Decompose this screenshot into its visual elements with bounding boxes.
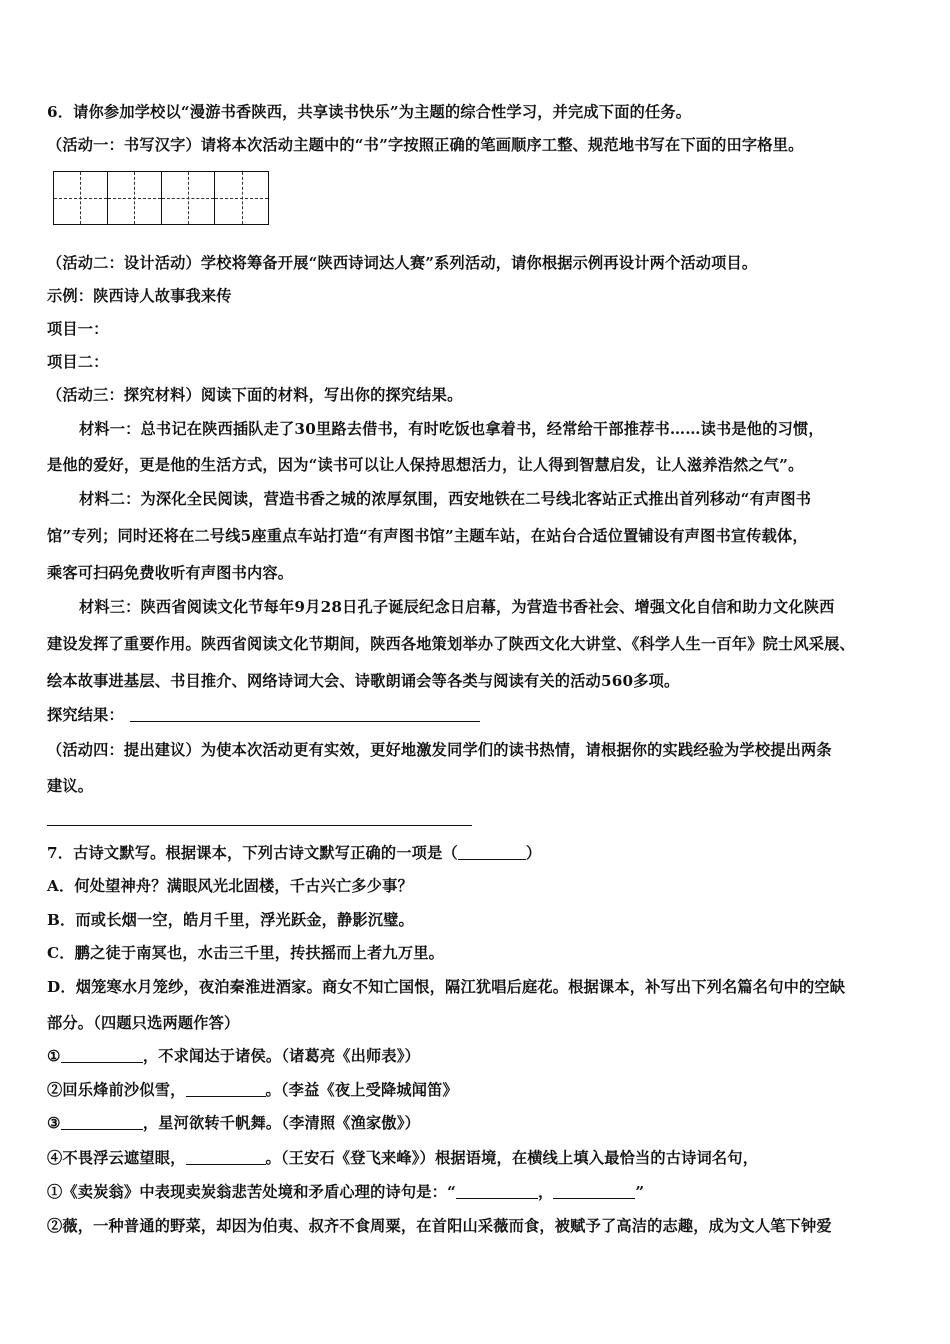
material1-line2: 是他的爱好，更是他的生活方式，因为“读书可以让人保持思想活力，让人得到智慧启发，让人滋养浩然之气”。 bbox=[47, 456, 804, 474]
fill-item-1 bbox=[47, 1046, 420, 1066]
q6-intro: 6．请你参加学校以“漫游书香陕西，共享读书快乐”为主题的综合性学习，并完成下面的任务。 bbox=[47, 103, 692, 121]
context-item-2: ②薇，一种普通的野菜，却因为伯夷、叔齐不食周粟，在首阳山采薇而食，被赋予了高洁的志趣，成为文人笔下钟爱 bbox=[47, 1217, 832, 1235]
q6-activity2: （活动二：设计活动）学校将筹备开展“陕西诗词达人赛”系列活动，请你根据示例再设计两个活动项目。 bbox=[47, 254, 758, 272]
q6-activity4-line1: （活动四：提出建议）为使本次活动更有实效，更好地激发同学们的读书热情，请根据你的实践经验为学校提出两条 bbox=[47, 741, 832, 759]
fill-item-2 bbox=[47, 1080, 458, 1100]
context-item-1-text: ①《卖炭翁》中表现卖炭翁悲苦处境和矛盾心理的诗句是：“ bbox=[47, 1183, 457, 1201]
fill-item-4-source: 。（王安石《登飞来峰》）根据语境，在横线上填入最恰当的古诗词名句， bbox=[265, 1149, 759, 1167]
material2-line1: 材料二：为深化全民阅读，营造书香之城的浓厚氛围，西安地铁在二号线北客站正式推出首列移动“有声图书 bbox=[79, 490, 812, 508]
fill-item-2-text: ②回乐烽前沙似雪， bbox=[47, 1081, 186, 1099]
tianzige-cell[interactable] bbox=[215, 172, 268, 224]
tianzige-cell[interactable] bbox=[54, 172, 108, 224]
fill-item-1-num: ① bbox=[47, 1047, 61, 1065]
q7-option-d-line1: D．烟笼寒水月笼纱，夜泊秦淮进酒家。商女不知亡国恨，隔江犹唱后庭花。根据课本，补写出下列名篇名句中的空缺 bbox=[47, 978, 846, 996]
context-item-1 bbox=[47, 1182, 644, 1202]
q7-option-b: B．而或长烟一空，皓月千里，浮光跃金，静影沉璧。 bbox=[47, 911, 414, 929]
material1-line1: 材料一：总书记在陕西插队走了30里路去借书，有时吃饭也拿着书，经常给干部推荐书……读书是他的习惯， bbox=[79, 420, 824, 438]
context-item-1-comma: ， bbox=[538, 1183, 554, 1201]
fill-item-3 bbox=[47, 1113, 420, 1133]
q7-option-a: A．何处望神舟？满眼风光北固楼，千古兴亡多少事？ bbox=[47, 877, 413, 895]
q6-activity3: （活动三：探究材料）阅读下面的材料，写出你的探究结果。 bbox=[47, 386, 463, 404]
q6-activity1: （活动一：书写汉字）请将本次活动主题中的“书”字按照正确的笔画顺序工整、规范地书写在下面的田字格里。 bbox=[47, 136, 804, 154]
q7-stem-close: ） bbox=[525, 844, 542, 862]
fill-blank-3[interactable] bbox=[61, 1115, 143, 1130]
q7-answer-blank[interactable] bbox=[458, 845, 526, 860]
fill-blank-2[interactable] bbox=[186, 1082, 266, 1097]
fill-blank-4[interactable] bbox=[186, 1150, 266, 1165]
q6-item2: 项目二： bbox=[47, 353, 109, 371]
q7-option-d-line2: 部分。（四题只选两题作答） bbox=[47, 1014, 240, 1032]
q6-item1: 项目一： bbox=[47, 320, 109, 338]
fill-item-4-text: ④不畏浮云遮望眼， bbox=[47, 1149, 186, 1167]
fill-item-4 bbox=[47, 1148, 758, 1168]
material2-line3: 乘客可扫码免费收听有声图书内容。 bbox=[47, 564, 294, 582]
context-blank-1[interactable] bbox=[456, 1184, 538, 1199]
fill-item-3-text: ，星河欲转千帆舞。（李清照《渔家傲》） bbox=[142, 1114, 420, 1132]
material2-line2: 馆”专列；同时还将在二号线5座重点车站打造“有声图书馆”主题车站，在站台合适位置铺设有声图书宣传载体， bbox=[47, 527, 808, 545]
context-blank-2[interactable] bbox=[553, 1184, 635, 1199]
q6-activity4-line2: 建议。 bbox=[47, 777, 94, 795]
result-label: 探究结果： bbox=[47, 706, 124, 724]
material3-line2: 建设发挥了重要作用。陕西省阅读文化节期间，陕西各地策划举办了陕西文化大讲堂、《科学人生一百年》院士风采展、 bbox=[47, 635, 855, 653]
q6-example: 示例：陕西诗人故事我来传 bbox=[47, 287, 232, 305]
fill-item-3-num: ③ bbox=[47, 1114, 61, 1132]
tianzige-cell[interactable] bbox=[162, 172, 216, 224]
result-answer-line[interactable] bbox=[130, 721, 480, 722]
fill-item-2-source: 。（李益《夜上受降城闻笛》 bbox=[265, 1081, 458, 1099]
tianzige-grid[interactable] bbox=[53, 171, 269, 225]
suggestion-answer-line[interactable] bbox=[47, 825, 472, 826]
context-item-1-close: ” bbox=[635, 1183, 645, 1201]
q7-stem bbox=[47, 843, 541, 863]
q7-option-c: C．鹏之徒于南冥也，水击三千里，抟扶摇而上者九万里。 bbox=[47, 944, 444, 962]
fill-blank-1[interactable] bbox=[61, 1048, 143, 1063]
q7-stem-text: 7．古诗文默写。根据课本，下列古诗文默写正确的一项是（ bbox=[47, 844, 458, 862]
material3-line3: 绘本故事进基层、书目推介、网络诗词大会、诗歌朗诵会等各类与阅读有关的活动560多项。 bbox=[47, 672, 680, 690]
fill-item-1-text: ，不求闻达于诸侯。（诸葛亮《出师表》） bbox=[142, 1047, 420, 1065]
tianzige-cell[interactable] bbox=[108, 172, 162, 224]
material3-line1: 材料三：陕西省阅读文化节每年9月28日孔子诞辰纪念日启幕，为营造书香社会、增强文化自信和助力文化陕西 bbox=[79, 598, 835, 616]
